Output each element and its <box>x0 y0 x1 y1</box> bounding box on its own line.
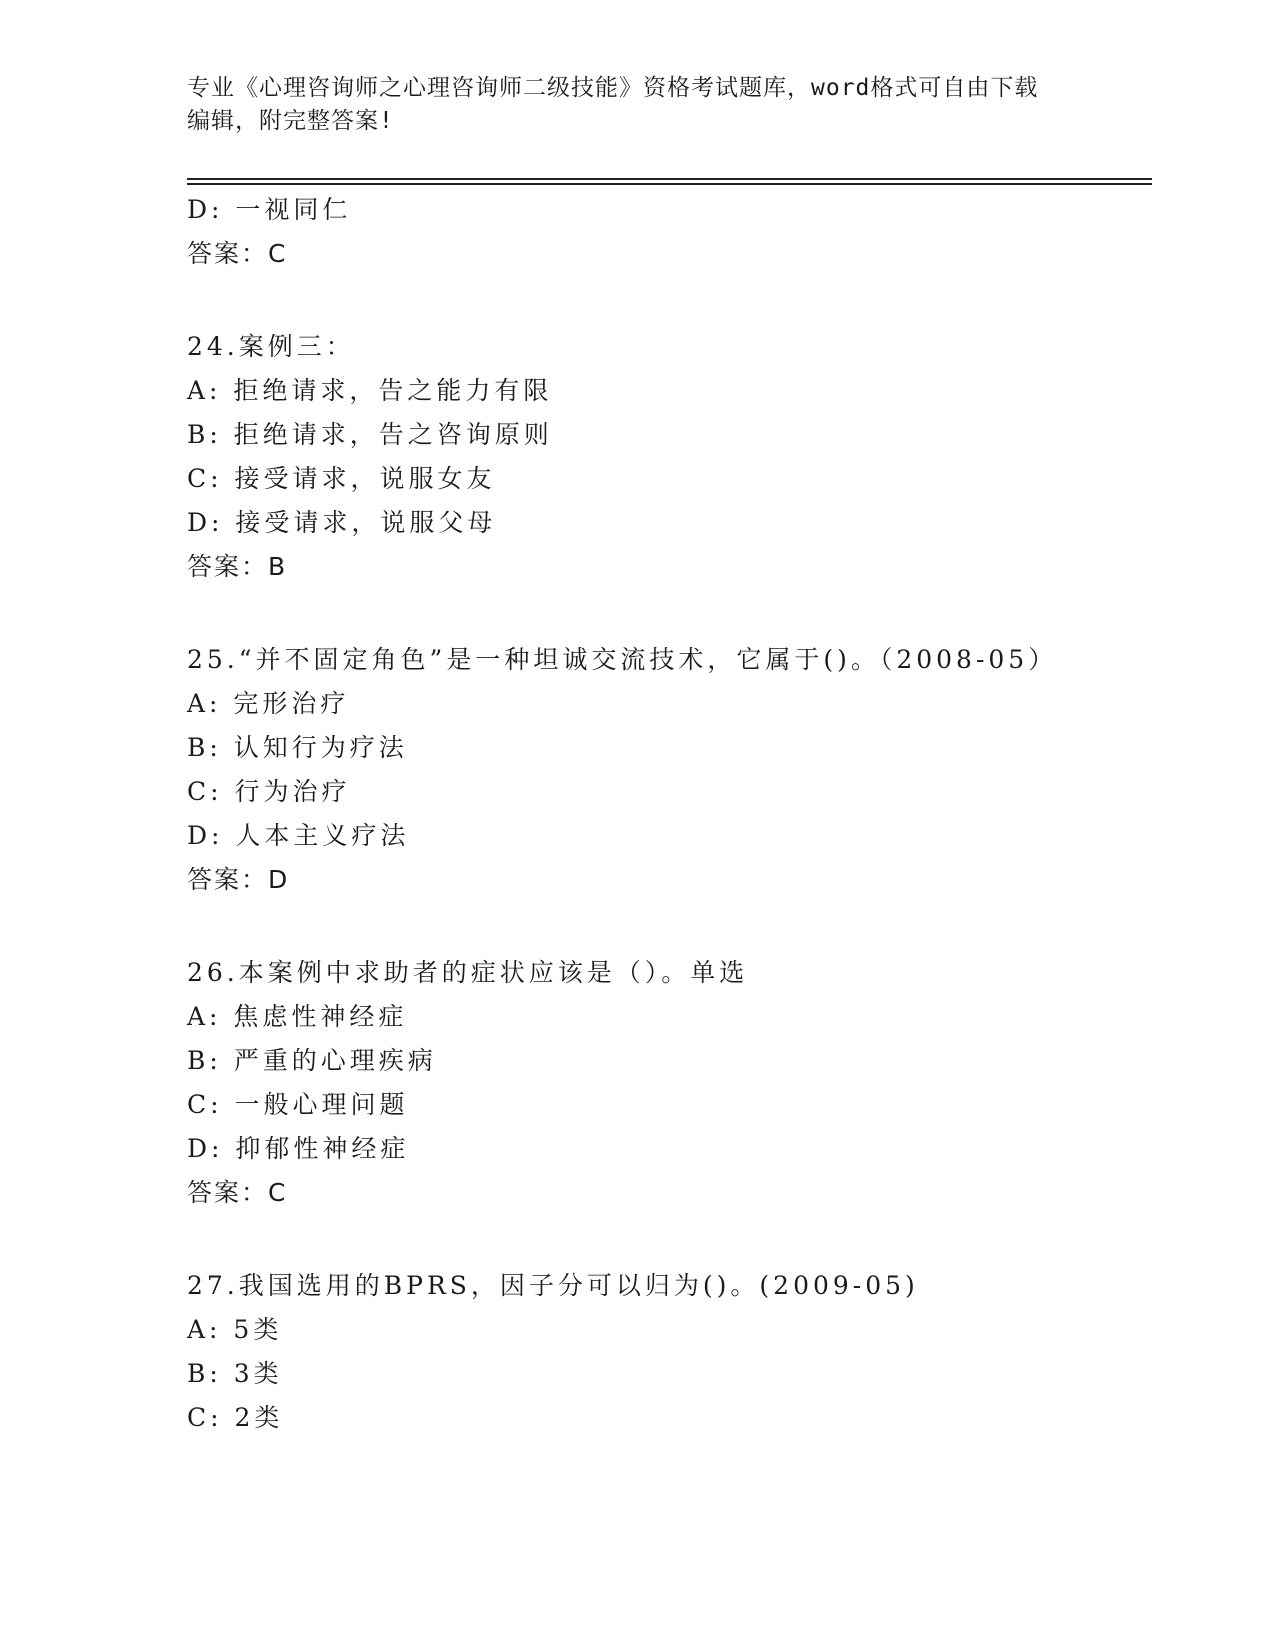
option-a: A: 拒绝请求，告之能力有限 <box>187 376 553 405</box>
answer-line: 答案：C <box>187 1178 288 1207</box>
header-line-1: 专业《心理咨询师之心理咨询师二级技能》资格考试题库，word格式可自由下载 <box>187 75 1039 101</box>
option-c: C: 接受请求，说服女友 <box>187 464 496 493</box>
option-c: C: 行为治疗 <box>187 777 351 806</box>
option-a: A: 焦虑性神经症 <box>187 1002 408 1031</box>
option-d: D: 人本主义疗法 <box>187 821 410 850</box>
option-b: B: 严重的心理疾病 <box>187 1046 437 1075</box>
header-line-2: 编辑，附完整答案! <box>187 108 394 134</box>
option-d: D: 抑郁性神经症 <box>187 1134 410 1163</box>
option-d: D: 一视同仁 <box>187 195 352 224</box>
answer-line: 答案：C <box>187 239 288 268</box>
option-c: C: 一般心理问题 <box>187 1090 409 1119</box>
option-c: C: 2类 <box>187 1403 284 1432</box>
answer-line: 答案：B <box>187 552 288 581</box>
question-stem: 27.我国选用的BPRS，因子分可以归为()。(2009-05) <box>187 1271 919 1300</box>
option-b: B: 认知行为疗法 <box>187 733 408 762</box>
option-b: B: 拒绝请求，告之咨询原则 <box>187 420 553 449</box>
document-header <box>187 72 1067 138</box>
question-stem: 25.“并不固定角色”是一种坦诚交流技术，它属于()。（2008-05） <box>187 645 1058 674</box>
answer-line: 答案：D <box>187 865 290 894</box>
question-stem: 24.案例三： <box>187 332 355 361</box>
question-stem: 26.本案例中求助者的症状应该是（）。单选 <box>187 958 749 987</box>
header-divider-top <box>187 178 1152 180</box>
option-a: A: 完形治疗 <box>187 689 350 718</box>
option-a: A: 5类 <box>187 1315 283 1344</box>
option-d: D: 接受请求，说服父母 <box>187 508 497 537</box>
header-divider-bottom <box>187 183 1152 185</box>
option-b: B: 3类 <box>187 1359 283 1388</box>
